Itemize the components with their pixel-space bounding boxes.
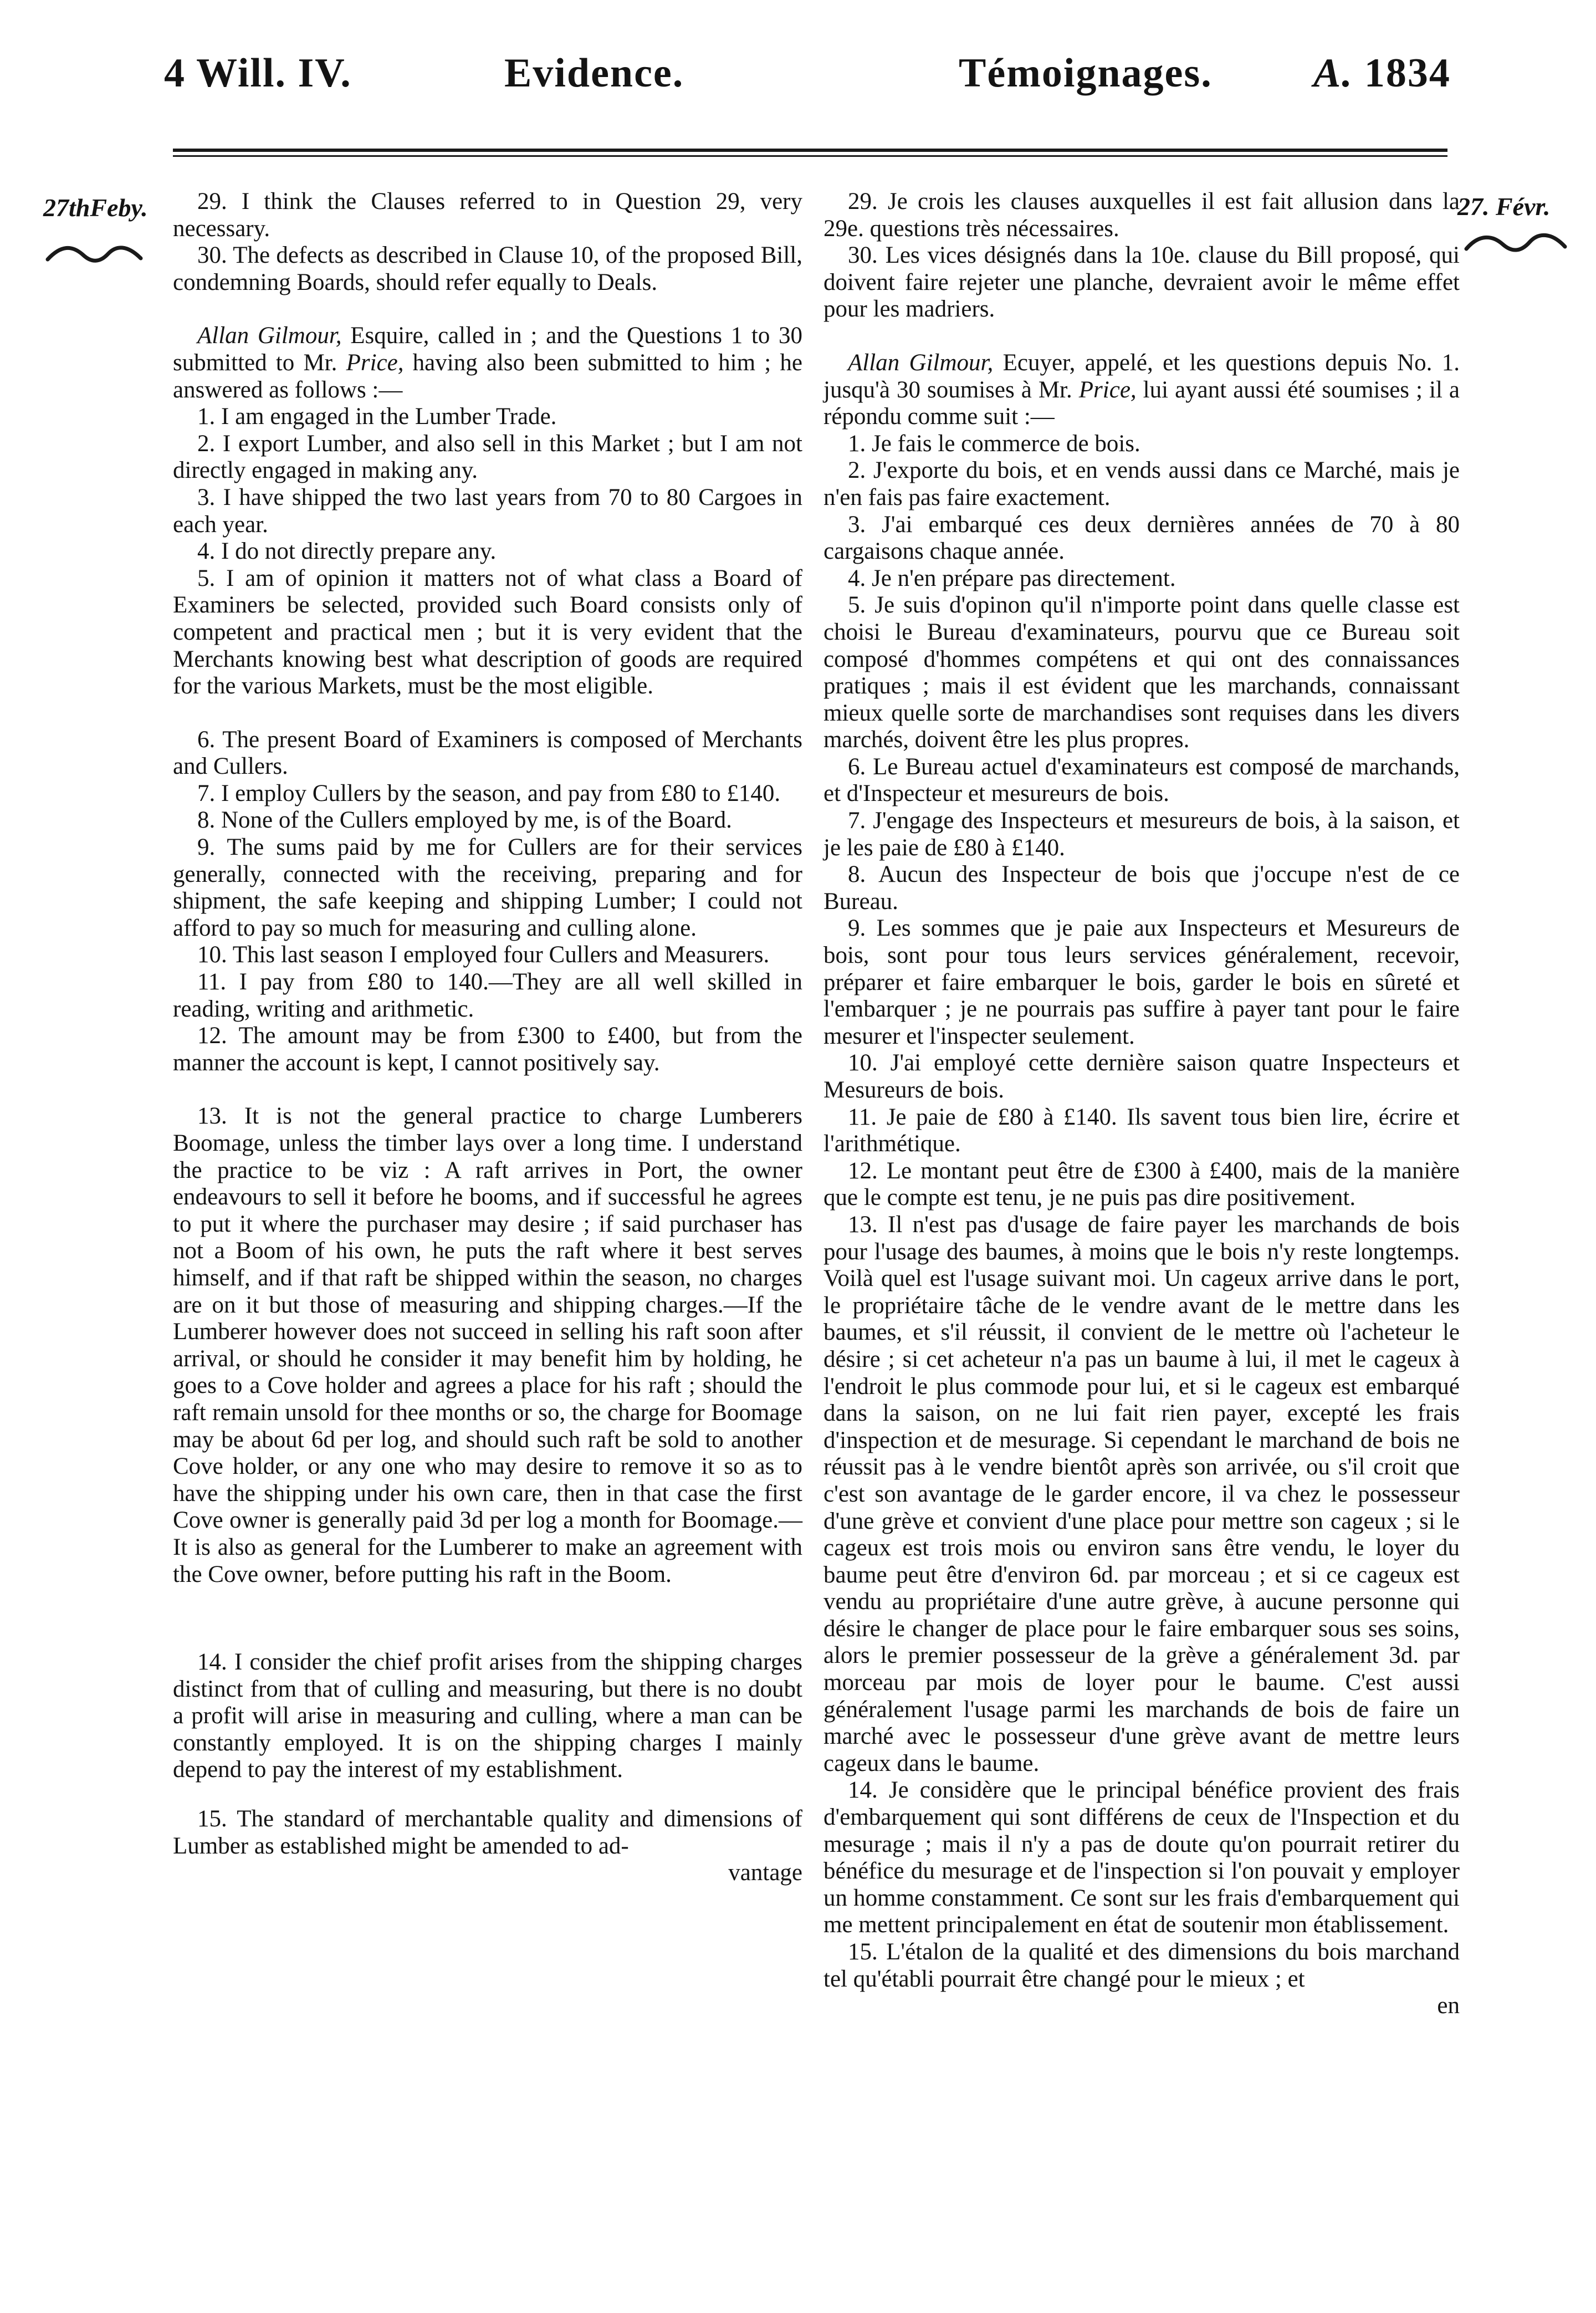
reponse-2: 2. J'exporte du bois, et en vends aussi dans ce Marché, mais je n'en fais pas faire exactement. — [823, 457, 1460, 510]
reponse-8: 8. Aucun des Inspecteur de bois que j'occupe n'est de ce Bureau. — [823, 861, 1460, 915]
witness-name: Allan Gilmour, — [197, 323, 342, 349]
reponse-1: 1. Je fais le commerce de bois. — [848, 430, 1140, 457]
reponse-4: 4. Je n'en prépare pas directement. — [848, 565, 1176, 591]
temoin-name: Allan Gilmour, — [848, 349, 994, 376]
reponse-10: 10. J'ai employé cette dernière saison quatre Inspecteurs et Mesureurs de bois. — [823, 1050, 1460, 1103]
header-session: 4 Will. IV. — [164, 50, 352, 96]
answer-5: 5. I am of opinion it matters not of what class a Board of Examiners be selected, provided such Board consists only of competent and practical men ; but it is very evident that the Merchants knowing best what description of goods are required for the various Markets, must be the most eligible. — [173, 565, 802, 699]
temoin-intro: Allan Gilmour, Ecuyer, appelé, et les questions depuis No. 1. jusqu'à 30 soumises à Mr. Price, lui ayant aussi été soumises ; il a répondu comme suit :— — [823, 349, 1460, 430]
reponse-7: 7. J'engage des Inspecteurs et mesureurs de bois, à la saison, et je les paie de £80 à £140. — [823, 808, 1460, 861]
french-column — [823, 188, 1460, 2020]
english-column — [173, 188, 802, 1887]
header-title-english: Evidence. — [504, 50, 684, 96]
answer-8: 8. None of the Cullers employed by me, is of the Board. — [197, 807, 732, 834]
answer-30: 30. The defects as described in Clause 10, of the proposed Bill, condemning Boards, should refer equally to Deals. — [173, 242, 802, 295]
answer-4: 4. I do not directly prepare any. — [197, 538, 497, 565]
reponse-15: 15. L'étalon de la qualité et des dimensions du bois marchand tel qu'établi pourrait être changé pour le mieux ; et — [823, 1939, 1460, 1992]
header-year-prefix: A. — [1313, 50, 1353, 96]
flourish-ornament-right — [1463, 224, 1568, 258]
margin-date-french: 27. Févr. — [1457, 192, 1551, 221]
reponse-12: 12. Le montant peut être de £300 à £400, mais de la manière que le compte est tenu, je ne puis pas dire positivement. — [823, 1157, 1460, 1211]
reponse-30: 30. Les vices désignés dans la 10e. clause du Bill proposé, qui doivent faire rejeter une planche, devraient avoir le même effet pour les madriers. — [823, 242, 1460, 323]
catchword: vantage — [728, 1860, 802, 1886]
reponse-13: 13. Il n'est pas d'usage de faire payer les marchands de bois pour l'usage des baumes, à moins que le bois n'y reste longtemps. Voilà quel est l'usage suivant moi. Un cageux arrive dans le port, le propriétaire tâche de le vendre avant de le mettre dans les baumes, et s'il réussit, il convient de le mettre où l'acheteur le désire ; si cet acheteur n'a pas un baume à lui, il met le cageux à l'endroit le plus commode pour lui, et si le cageux est embarqué dans la saison, on ne lui fait rien payer, excepté les frais d'inspection et de mesurage. Si cependant le marchand de bois ne réussit pas à le vendre bientôt après son arrivée, ou s'il croit que c'est son avantage de le garder encore, il va chez le possesseur d'une grève et convient d'une place pour mettre son cageux ; si le cageux est trois mois ou environ sans être vendu, le loyer du baume peut être d'environ 6d. par morceau ; et si ce cageux est vendu au propriétaire d'une autre grève, à aucune personne qui désire le changer de place pour le faire embarquer sous ses soins, alors le premier possesseur de la grève a généralement 3d. par morceau par mois de loyer pour le baume. C'est aussi généralement l'usage parmi les marchands de bois de faire un marché avec le possesseur d'une grève avant de mettre leurs cageux dans le baume. — [823, 1211, 1460, 1776]
answer-7: 7. I employ Cullers by the season, and pay from £80 to £140. — [197, 780, 781, 806]
answer-10: 10. This last season I employed four Cullers and Measurers. — [197, 942, 770, 968]
answer-11: 11. I pay from £80 to 140.—They are all well skilled in reading, writing and arithmetic. — [173, 969, 802, 1022]
answer-12: 12. The amount may be from £300 to £400, but from the manner the account is kept, I cannot positively say. — [173, 1023, 802, 1076]
witness-intro: Allan Gilmour, Esquire, called in ; and the Questions 1 to 30 submitted to Mr. Price, having also been submitted to him ; he answered as follows :— — [173, 323, 803, 403]
header-rule-thin — [173, 155, 1447, 157]
reponse-6: 6. Le Bureau actuel d'examinateurs est composé de marchands, et d'Inspecteur et mesureurs de bois. — [823, 753, 1460, 807]
answer-14: 14. I consider the chief profit arises from the shipping charges distinct from that of culling and measuring, but there is no doubt a profit will arise in measuring and culling, where a man can be constantly employed. It is on the shipping charges I mainly depend to pay the interest of my establishment. — [173, 1649, 802, 1783]
header-year-value: 1834 — [1364, 50, 1451, 96]
answer-1: 1. I am engaged in the Lumber Trade. — [197, 404, 557, 430]
reponse-5: 5. Je suis d'opinon qu'il n'importe point dans quelle classe est choisi le Bureau d'examinateurs, pourvu que ce Bureau soit composé d'hommes compétens et qui ont des connaissances pratiques ; mais il est évident que les marchands, connaissant mieux quelle sorte de marchandises sont requises dans les divers marchés, doivent être les plus propres. — [823, 592, 1460, 753]
header-year — [1313, 47, 1451, 100]
reponse-9: 9. Les sommes que je paie aux Inspecteurs et Mesureurs de bois, sont pour tous leurs services généralement, recevoir, préparer et faire embarquer le bois, garder le bois en sûreté et l'embarquer ; je ne pourrais pas suffire à payer tant pour le faire mesurer et l'inspecter seulement. — [823, 915, 1460, 1049]
answer-13: 13. It is not the general practice to charge Lumberers Boomage, unless the timber lays over a long time. I understand the practice to be viz : A raft arrives in Port, the owner endeavours to sell it before he booms, and if successful he agrees to put it where the purchaser may desire ; if said purchaser has not a Boom of his own, he puts the raft where it best serves himself, and if that raft be shipped within the season, no charges are on it but those of measuring and shipping charges.—If the Lumberer however does not succeed in selling his raft soon after arrival, or should he consider it may benefit him by holding, he goes to a Cove holder and agrees a place for his raft ; should the raft remain unsold for thee months or so, the charge for Boomage may be about 6d per log, and should such raft be sold to another Cove holder, or any one who may desire to remove it so as to have the shipping under his own care, then in that case the first Cove owner is generally paid 3d per log a month for Boomage.—It is also as general for the Lumberer to make an agreement with the Cove owner, before putting his raft in the Boom. — [173, 1103, 802, 1587]
answer-29: 29. I think the Clauses referred to in Question 29, very necessary. — [173, 188, 802, 242]
flourish-ornament-left — [44, 238, 144, 266]
reponse-3: 3. J'ai embarqué ces deux dernières années de 70 à 80 cargaisons chaque année. — [823, 511, 1460, 565]
reponse-14: 14. Je considère que le principal bénéfice provient des frais d'embarquement qui sont différens de ceux de l'Inspection et du mesurage ; mais il n'y a pas de doute qu'on pourrait retirer du bénéfice du mesurage et de l'inspection si l'on pouvait y employer un homme constamment. Ce sont sur les frais d'embarquement qui me mettent principalement en état de soutenir mon établissement. — [823, 1777, 1460, 1938]
answer-9: 9. The sums paid by me for Cullers are for their services generally, connected with the receiving, preparing and for shipment, the safe keeping and shipping Lumber; I could not afford to pay so much for measuring and culling alone. — [173, 834, 802, 941]
header-title-french: Témoignages. — [959, 50, 1213, 96]
reponse-11: 11. Je paie de £80 à £140. Ils savent tous bien lire, écrire et l'arithmétique. — [823, 1104, 1460, 1157]
header-rule-thick — [173, 149, 1447, 152]
answer-6: 6. The present Board of Examiners is composed of Merchants and Cullers. — [173, 726, 802, 780]
reponse-29: 29. Je crois les clauses auxquelles il est fait allusion dans la 29e. questions très nécessaires. — [823, 188, 1460, 242]
running-header — [0, 47, 1596, 108]
answer-2: 2. I export Lumber, and also sell in this Market ; but I am not directly engaged in making any. — [173, 430, 802, 484]
catchword-fr: en — [1437, 1993, 1460, 2019]
answer-15: 15. The standard of merchantable quality and dimensions of Lumber as established might be amended to ad- — [173, 1806, 802, 1859]
margin-date-english: 27thFeby. — [43, 193, 148, 222]
answer-3: 3. I have shipped the two last years from 70 to 80 Cargoes in each year. — [173, 484, 802, 538]
